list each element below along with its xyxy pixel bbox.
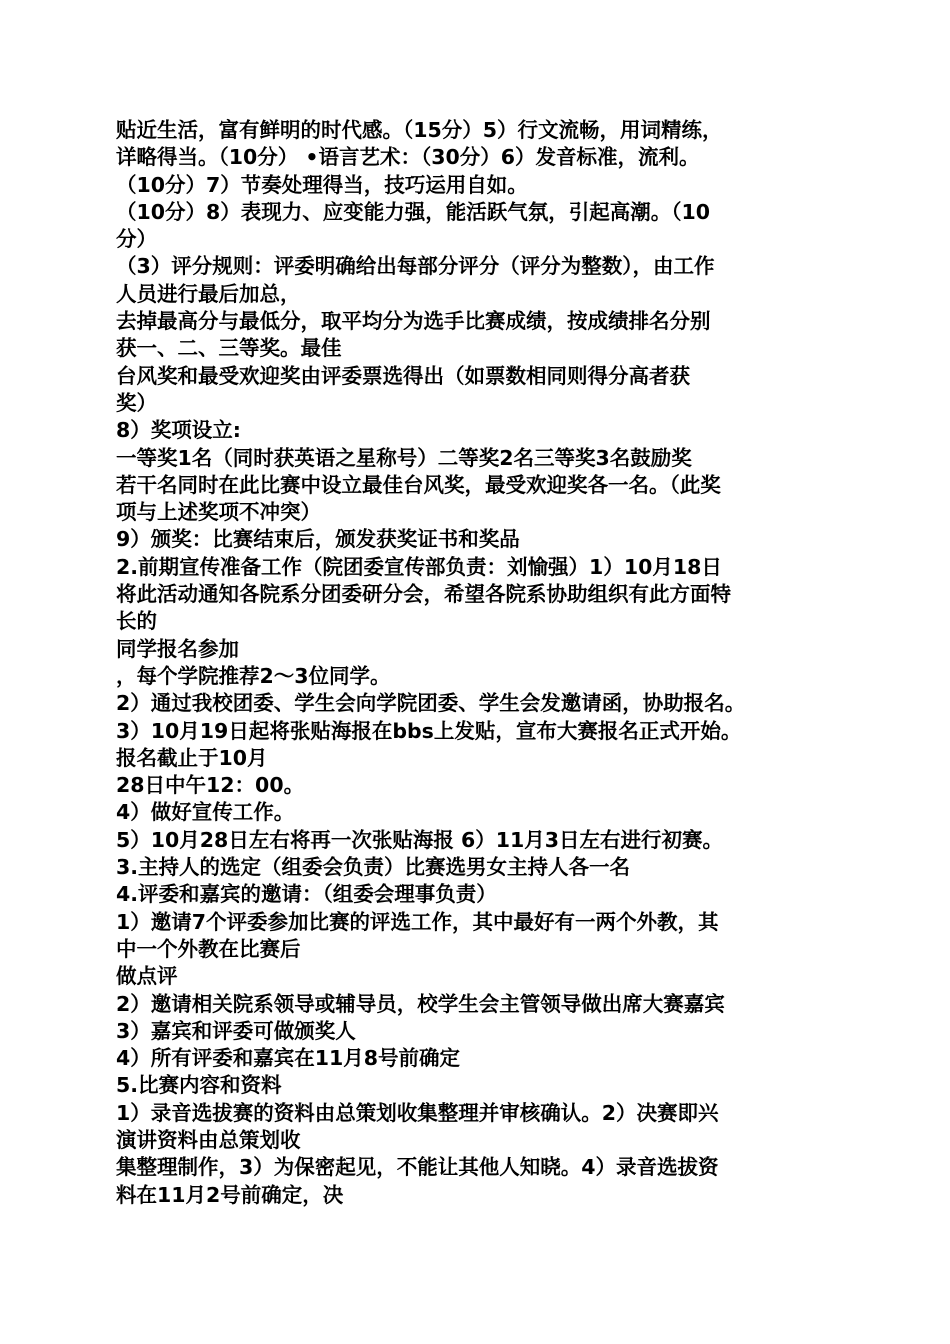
text-line: 2）通过我校团委、学生会向学院团委、学生会发邀请函，协助报名。 xyxy=(116,691,746,716)
text-line: 将此活动通知各院系分团委研分会，希望各院系协助组织有此方面特 xyxy=(116,582,731,607)
text-line: 详略得当。（10分） •语言艺术：（30分）6）发音标准，流利。 xyxy=(116,145,700,170)
text-line: 集整理制作，3）为保密起见，不能让其他人知晓。4）录音选拔资 xyxy=(116,1155,719,1180)
text-line: 报名截止于10月 xyxy=(116,745,268,770)
text-line: 4）所有评委和嘉宾在11月8号前确定 xyxy=(116,1046,461,1071)
text-line: 长的 xyxy=(116,609,157,634)
text-line: 中一个外教在比赛后 xyxy=(116,936,301,961)
text-line: 奖） xyxy=(116,390,157,415)
text-line: 人员进行最后加总， xyxy=(116,281,301,306)
text-line: 8）奖项设立: xyxy=(116,418,241,443)
text-line: 28日中午12：00。 xyxy=(116,773,305,798)
text-line: 获一、二、三等奖。最佳 xyxy=(116,336,342,361)
text-line: 2.前期宣传准备工作（院团委宣传部负责：刘愉强）1）10月18日 xyxy=(116,554,722,579)
text-line: 分） xyxy=(116,227,157,252)
text-line: 5.比赛内容和资料 xyxy=(116,1073,282,1098)
text-line: 3）10月19日起将张贴海报在bbs上发贴，宣布大赛报名正式开始。 xyxy=(116,718,742,743)
text-line: 若干名同时在此比赛中设立最佳台风奖，最受欢迎奖各一名。（此奖 xyxy=(116,472,721,497)
text-line: 同学报名参加 xyxy=(116,636,239,661)
text-line: 1）邀请7个评委参加比赛的评选工作，其中最好有一两个外教，其 xyxy=(116,909,719,934)
text-line: 台风奖和最受欢迎奖由评委票选得出（如票数相同则得分高者获 xyxy=(116,363,690,388)
text-line: 做点评 xyxy=(116,964,178,989)
text-line: 4.评委和嘉宾的邀请：（组委会理事负责） xyxy=(116,882,497,907)
text-line: （10分）8）表现力、应变能力强，能活跃气氛，引起高潮。（10 xyxy=(116,199,711,224)
text-line: 项与上述奖项不冲突） xyxy=(116,500,321,525)
text-line: 一等奖1名（同时获英语之星称号）二等奖2名三等奖3名鼓励奖 xyxy=(116,445,692,470)
text-line: 去掉最高分与最低分，取平均分为选手比赛成绩，按成绩排名分别 xyxy=(116,309,711,334)
text-line: 3）嘉宾和评委可做颁奖人 xyxy=(116,1018,356,1043)
text-line: 3.主持人的选定（组委会负责）比赛选男女主持人各一名 xyxy=(116,855,631,880)
text-line: 演讲资料由总策划收 xyxy=(116,1127,301,1152)
text-line: 1）录音选拔赛的资料由总策划收集整理并审核确认。2）决赛即兴 xyxy=(116,1100,719,1125)
text-line: 贴近生活，富有鲜明的时代感。（15分）5）行文流畅，用词精练， xyxy=(116,118,723,142)
text-line: ，每个学院推荐2～3位同学。 xyxy=(116,663,391,688)
text-line: 料在11月2号前确定，决 xyxy=(116,1182,344,1207)
text-line: 2）邀请相关院系领导或辅导员，校学生会主管领导做出席大赛嘉宾 xyxy=(116,991,725,1016)
document-page xyxy=(116,117,846,1209)
text-line: 5）10月28日左右将再一次张贴海报 6）11月3日左右进行初赛。 xyxy=(116,827,724,852)
text-line: 9）颁奖：比赛结束后，颁发获奖证书和奖品 xyxy=(116,527,520,552)
text-line: （10分）7）节奏处理得当，技巧运用自如。 xyxy=(116,172,528,197)
text-line: （3）评分规则：评委明确给出每部分评分（评分为整数），由工作 xyxy=(116,254,715,279)
text-line: 4）做好宣传工作。 xyxy=(116,800,295,825)
